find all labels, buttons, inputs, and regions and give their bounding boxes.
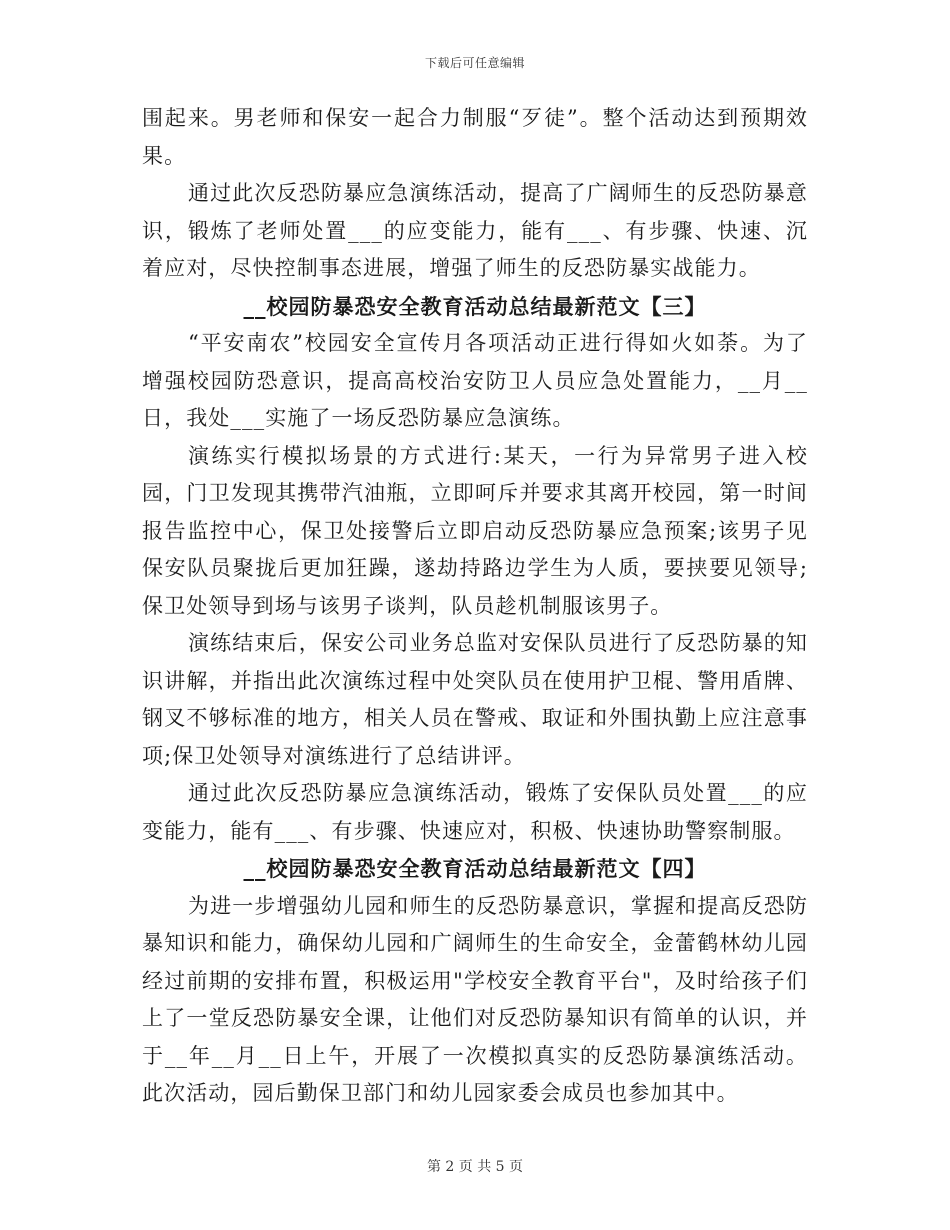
paragraph-5: 演练结束后，保安公司业务总监对安保队员进行了反恐防暴的知识讲解，并指出此次演练过程中处突队员在使用护卫棍、警用盾牌、钢叉不够标准的地方，相关人员在警戒、取证和外围执勤上应注意事项;保卫处领导对演练进行了总结讲评。 (142, 631, 808, 768)
paragraph-6: 通过此次反恐防暴应急演练活动，锻炼了安保队员处置___的应变能力，能有___、有步骤、快速应对，积极、快速协助警察制服。 (142, 781, 808, 843)
paragraph-7: 为进一步增强幼儿园和师生的反恐防暴意识，掌握和提高反恐防暴知识和能力，确保幼儿园和广阔师生的生命安全，金蕾鹤林幼儿园经过前期的安排布置，积极运用"学校安全教育平台"，及时给孩子们上了一堂反恐防暴安全课，让他们对反恐防暴知识有简单的认识，并于__年__月__日上午，开展了一次模拟真实的反恐防暴演练活动。此次活动，园后勤保卫部门和幼儿园家委会成员也参加其中。 (142, 893, 808, 1105)
page-number-footer: 第 2 页 共 5 页 (426, 1159, 524, 1175)
section-heading-3: __校园防暴恐安全教育活动总结最新范文【三】 (243, 293, 707, 319)
paragraph-3: “平安南农”校园安全宣传月各项活动正进行得如火如荼。为了增强校园防恐意识，提高高校治安防卫人员应急处置能力，__月__日，我处___实施了一场反恐防暴应急演练。 (142, 331, 808, 430)
page-header-note: 下载后可任意编辑 (424, 56, 525, 70)
paragraph-4: 演练实行模拟场景的方式进行:某天，一行为异常男子进入校园，门卫发现其携带汽油瓶，立即呵斥并要求其离开校园，第一时间报告监控中心，保卫处接警后立即启动反恐防暴应急预案;该男子见保安队员聚拢后更加狂躁，遂劫持路边学生为人质，要挟要见领导;保卫处领导到场与该男子谈判，队员趁机制服该男子。 (142, 443, 808, 618)
section-heading-4: __校园防暴恐安全教育活动总结最新范文【四】 (243, 856, 707, 881)
paragraph-1: 围起来。男老师和保安一起合力制服“歹徒”。整个活动达到预期效果。 (142, 106, 808, 168)
document-body (142, 100, 808, 1113)
paragraph-2: 通过此次反恐防暴应急演练活动，提高了广阔师生的反恐防暴意识，锻炼了老师处置___的应变能力，能有___、有步骤、快速、沉着应对，尽快控制事态进展，增强了师生的反恐防暴实战能力。 (142, 181, 808, 280)
